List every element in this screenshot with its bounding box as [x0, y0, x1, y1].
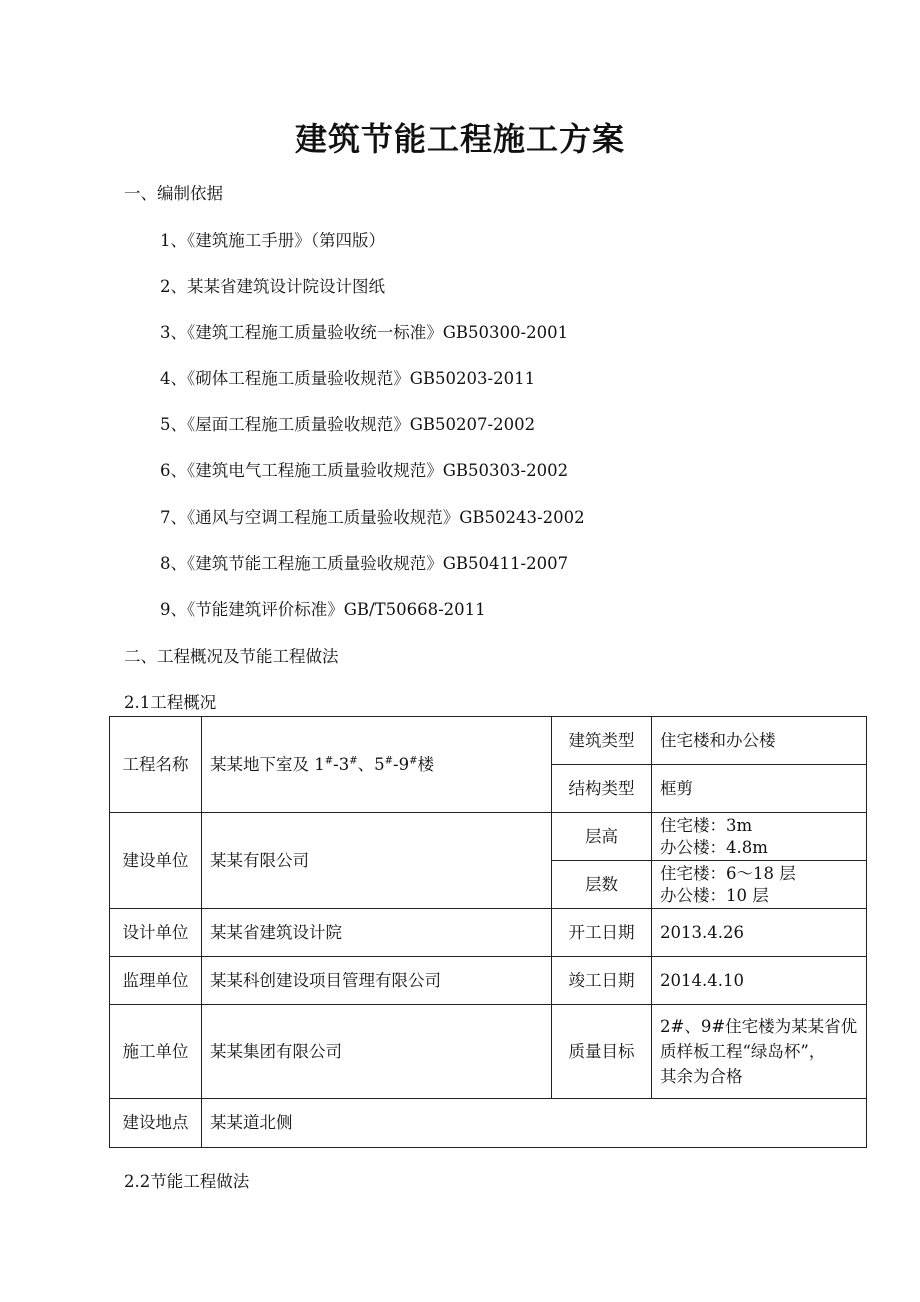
floor-height-value: 住宅楼：3m 办公楼：4.8m [652, 813, 867, 861]
location-value: 某某道北侧 [202, 1099, 867, 1148]
end-date-label: 竣工日期 [552, 957, 652, 1005]
subsection-heading-energy-measures: 2.2节能工程做法 [124, 1172, 250, 1191]
table-row [110, 1005, 867, 1099]
owner-value: 某某有限公司 [202, 813, 552, 909]
reference-item-3: 3、《建筑工程施工质量验收统一标准》GB50300-2001 [160, 323, 569, 342]
subsection-heading-overview: 2.1工程概况 [124, 693, 217, 712]
contractor-value: 某某集团有限公司 [202, 1005, 552, 1099]
reference-item-1: 1、《建筑施工手册》（第四版） [160, 231, 385, 250]
floors-label: 层数 [552, 861, 652, 909]
table-row [110, 813, 867, 861]
project-overview-table [109, 716, 867, 1148]
reference-item-5: 5、《屋面工程施工质量验收规范》GB50207-2002 [160, 415, 536, 434]
section-heading-basis: 一、编制依据 [124, 184, 223, 203]
designer-value: 某某省建筑设计院 [202, 909, 552, 957]
supervisor-value: 某某科创建设项目管理有限公司 [202, 957, 552, 1005]
reference-item-9: 9、《节能建筑评价标准》GB/T50668-2011 [160, 600, 486, 619]
page-title: 建筑节能工程施工方案 [294, 120, 625, 158]
table-row [110, 717, 867, 765]
reference-item-4: 4、《砌体工程施工质量验收规范》GB50203-2011 [160, 369, 536, 388]
start-date-value: 2013.4.26 [652, 909, 867, 957]
location-label: 建设地点 [110, 1099, 202, 1148]
owner-label: 建设单位 [110, 813, 202, 909]
floors-value: 住宅楼：6～18 层 办公楼：10 层 [652, 861, 867, 909]
project-name-value: 某某地下室及 1#-3#、5#-9#楼 [202, 717, 552, 813]
reference-item-8: 8、《建筑节能工程施工质量验收规范》GB50411-2007 [160, 554, 569, 573]
structure-type-value: 框剪 [652, 765, 867, 813]
reference-item-2: 2、某某省建筑设计院设计图纸 [160, 277, 385, 296]
quality-target-value: 2#、9#住宅楼为某某省优 质样板工程“绿岛杯”， 其余为合格 [652, 1005, 867, 1099]
building-type-value: 住宅楼和办公楼 [652, 717, 867, 765]
reference-item-7: 7、《通风与空调工程施工质量验收规范》GB50243-2002 [160, 508, 585, 527]
project-name-label: 工程名称 [110, 717, 202, 813]
table-row [110, 957, 867, 1005]
reference-item-6: 6、《建筑电气工程施工质量验收规范》GB50303-2002 [160, 461, 569, 480]
contractor-label: 施工单位 [110, 1005, 202, 1099]
structure-type-label: 结构类型 [552, 765, 652, 813]
designer-label: 设计单位 [110, 909, 202, 957]
quality-target-label: 质量目标 [552, 1005, 652, 1099]
floor-height-label: 层高 [552, 813, 652, 861]
table-row [110, 909, 867, 957]
section-heading-overview: 二、工程概况及节能工程做法 [124, 647, 339, 666]
table-row [110, 1099, 867, 1148]
end-date-value: 2014.4.10 [652, 957, 867, 1005]
start-date-label: 开工日期 [552, 909, 652, 957]
supervisor-label: 监理单位 [110, 957, 202, 1005]
building-type-label: 建筑类型 [552, 717, 652, 765]
